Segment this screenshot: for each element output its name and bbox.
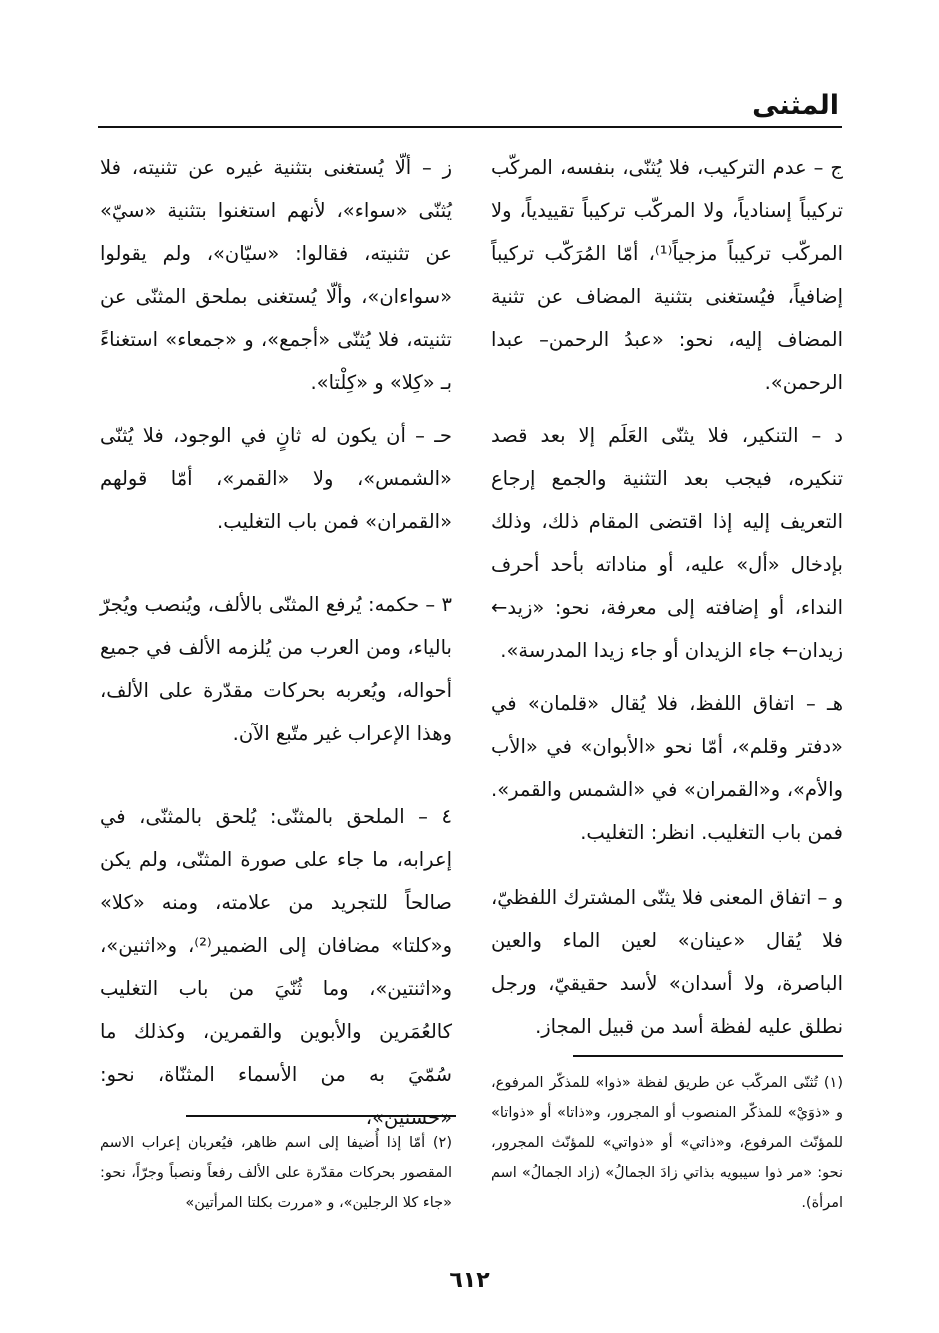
footnote-2-text: (٢) أمّا إذا أُضيفا إلى اسم ظاهر، فيُعربان إعراب الاسم المقصور بحركات مقدّرة على الألف رفعاً ونصباً وجرّاً، نحو: «جاء كلا الرجلين»، و «مررت بكلتا المرأتين» — [100, 1135, 452, 1211]
left-column — [100, 146, 452, 1139]
footnote-1 — [491, 1068, 843, 1218]
paragraph-condition-d: د – التنكير، فلا يثنّى العَلَم إلا بعد قصد تنكيره، فيجب بعد التثنية والجمع إرجاع التعريف إليه إذا اقتضى المقام ذلك، وذلك بإدخال «أل» عليه، أو مناداته بأحد أحرف النداء، أو إضافته إلى معرفة، نحو: «زيد← زيدان← جاء الزيدان أو جاء زيدا المدرسة». — [491, 424, 843, 662]
footnote-2 — [100, 1128, 452, 1218]
paragraph-ruling: ٣ – حكمه: يُرفع المثنّى بالألف، ويُنصب ويُجرّ بالياء، ومن العرب من يُلزمه الألف في جميع أحواله، ويُعربه بحركات مقدّرة على الألف، وهذا الإعراب غير متّبع الآن. — [100, 593, 452, 745]
page-number: ٦١٢ — [449, 1268, 490, 1293]
footnote-rule-right — [573, 1055, 843, 1057]
paragraph-dual-appendix: ٤ – الملحق بالمثنّى: يُلحق بالمثنّى، في إعرابه، ما جاء على صورة المثنّى، ولم يكن صالحاً للتجريد من علامته، ومنه «كلا» و«كلتا» مضافان إلى الضمير⁽²⁾، و«اثنين»، و«اثنتين»، وما ثُنّيَ من باب التغليب كالعُمَرين والأبوين والقمرين، وكذلك ما سُمّيَ به من الأسماء المثنّاة، نحو: «حسنين»، — [100, 805, 453, 1129]
paragraph-condition-z: ز – ألّا يُستغنى بتثنية غيره عن تثنيته، فلا يُثنّى «سواء»، لأنهم استغنوا بتثنية «سيّ» عن تثنيته، فقالوا: «سيّان»، ولم يقولوا «سواءان»، وألّا يُستغنى بملحق المثنّى عن تثنيته، فلا يُثنّى «أجمع»، و «جمعاء» استغناءً بـ «كِلا» و «كِلْتا». — [100, 156, 452, 394]
paragraph-condition-w: و – اتفاق المعنى فلا يثنّى المشترك اللفظيّ، فلا يُقال «عينان» لعين الماء والعين الباصرة، ولا أسدان» لأسد حقيقيّ، ورجل نطلق عليه لفظة أسد من قبيل المجاز. — [491, 886, 843, 1038]
paragraph-condition-ha: حـ – أن يكون له ثانٍ في الوجود، فلا يُثنّى «الشمس»، ولا «القمر»، أمّا قولهم «القمران» فمن باب التغليب. — [100, 424, 452, 533]
footnote-1-text: (١) تُثنّى المركّب عن طريق لفظة «ذوا» للمذكّر المرفوع، و «ذوَيْ» للمذكّر المنصوب أو المجرور، و«ذاتا» أو «ذواتا» للمؤنّث المرفوع، و«ذاتي» أو «ذواتي» للمؤنّث المجرور، نحو: «مر ذوا سيبويه بذاتي زادَ الجمالُ» (زاد الجمالُ» اسم امرأة). — [491, 1075, 843, 1211]
paragraph-condition-h: هـ – اتفاق اللفظ، فلا يُقال «قلمان» في «دفتر وقلم»، أمّا نحو «الأبوان» في «الأب والأم»، و«القمران» في «الشمس والقمر». فمن باب التغليب. انظر: التغليب. — [491, 692, 843, 844]
footnote-rule-left — [186, 1115, 456, 1117]
page-header-title: المثنى — [752, 90, 839, 121]
paragraph-condition-j: ج – عدم التركيب، فلا يُثنّى، بنفسه، المركّب تركيباً إسنادياً، ولا المركّب تركيباً تقييدياً، ولا المركّب تركيباً مزجياً⁽¹⁾، أمّا المُرَكّب تركيباً إضافياً، فيُستغنى بتثنية المضاف عن تثنية المضاف إليه، نحو: «عبدُ الرحمن– عبدا الرحمن». — [491, 156, 843, 394]
header-rule — [98, 126, 842, 128]
right-column — [491, 146, 843, 1048]
